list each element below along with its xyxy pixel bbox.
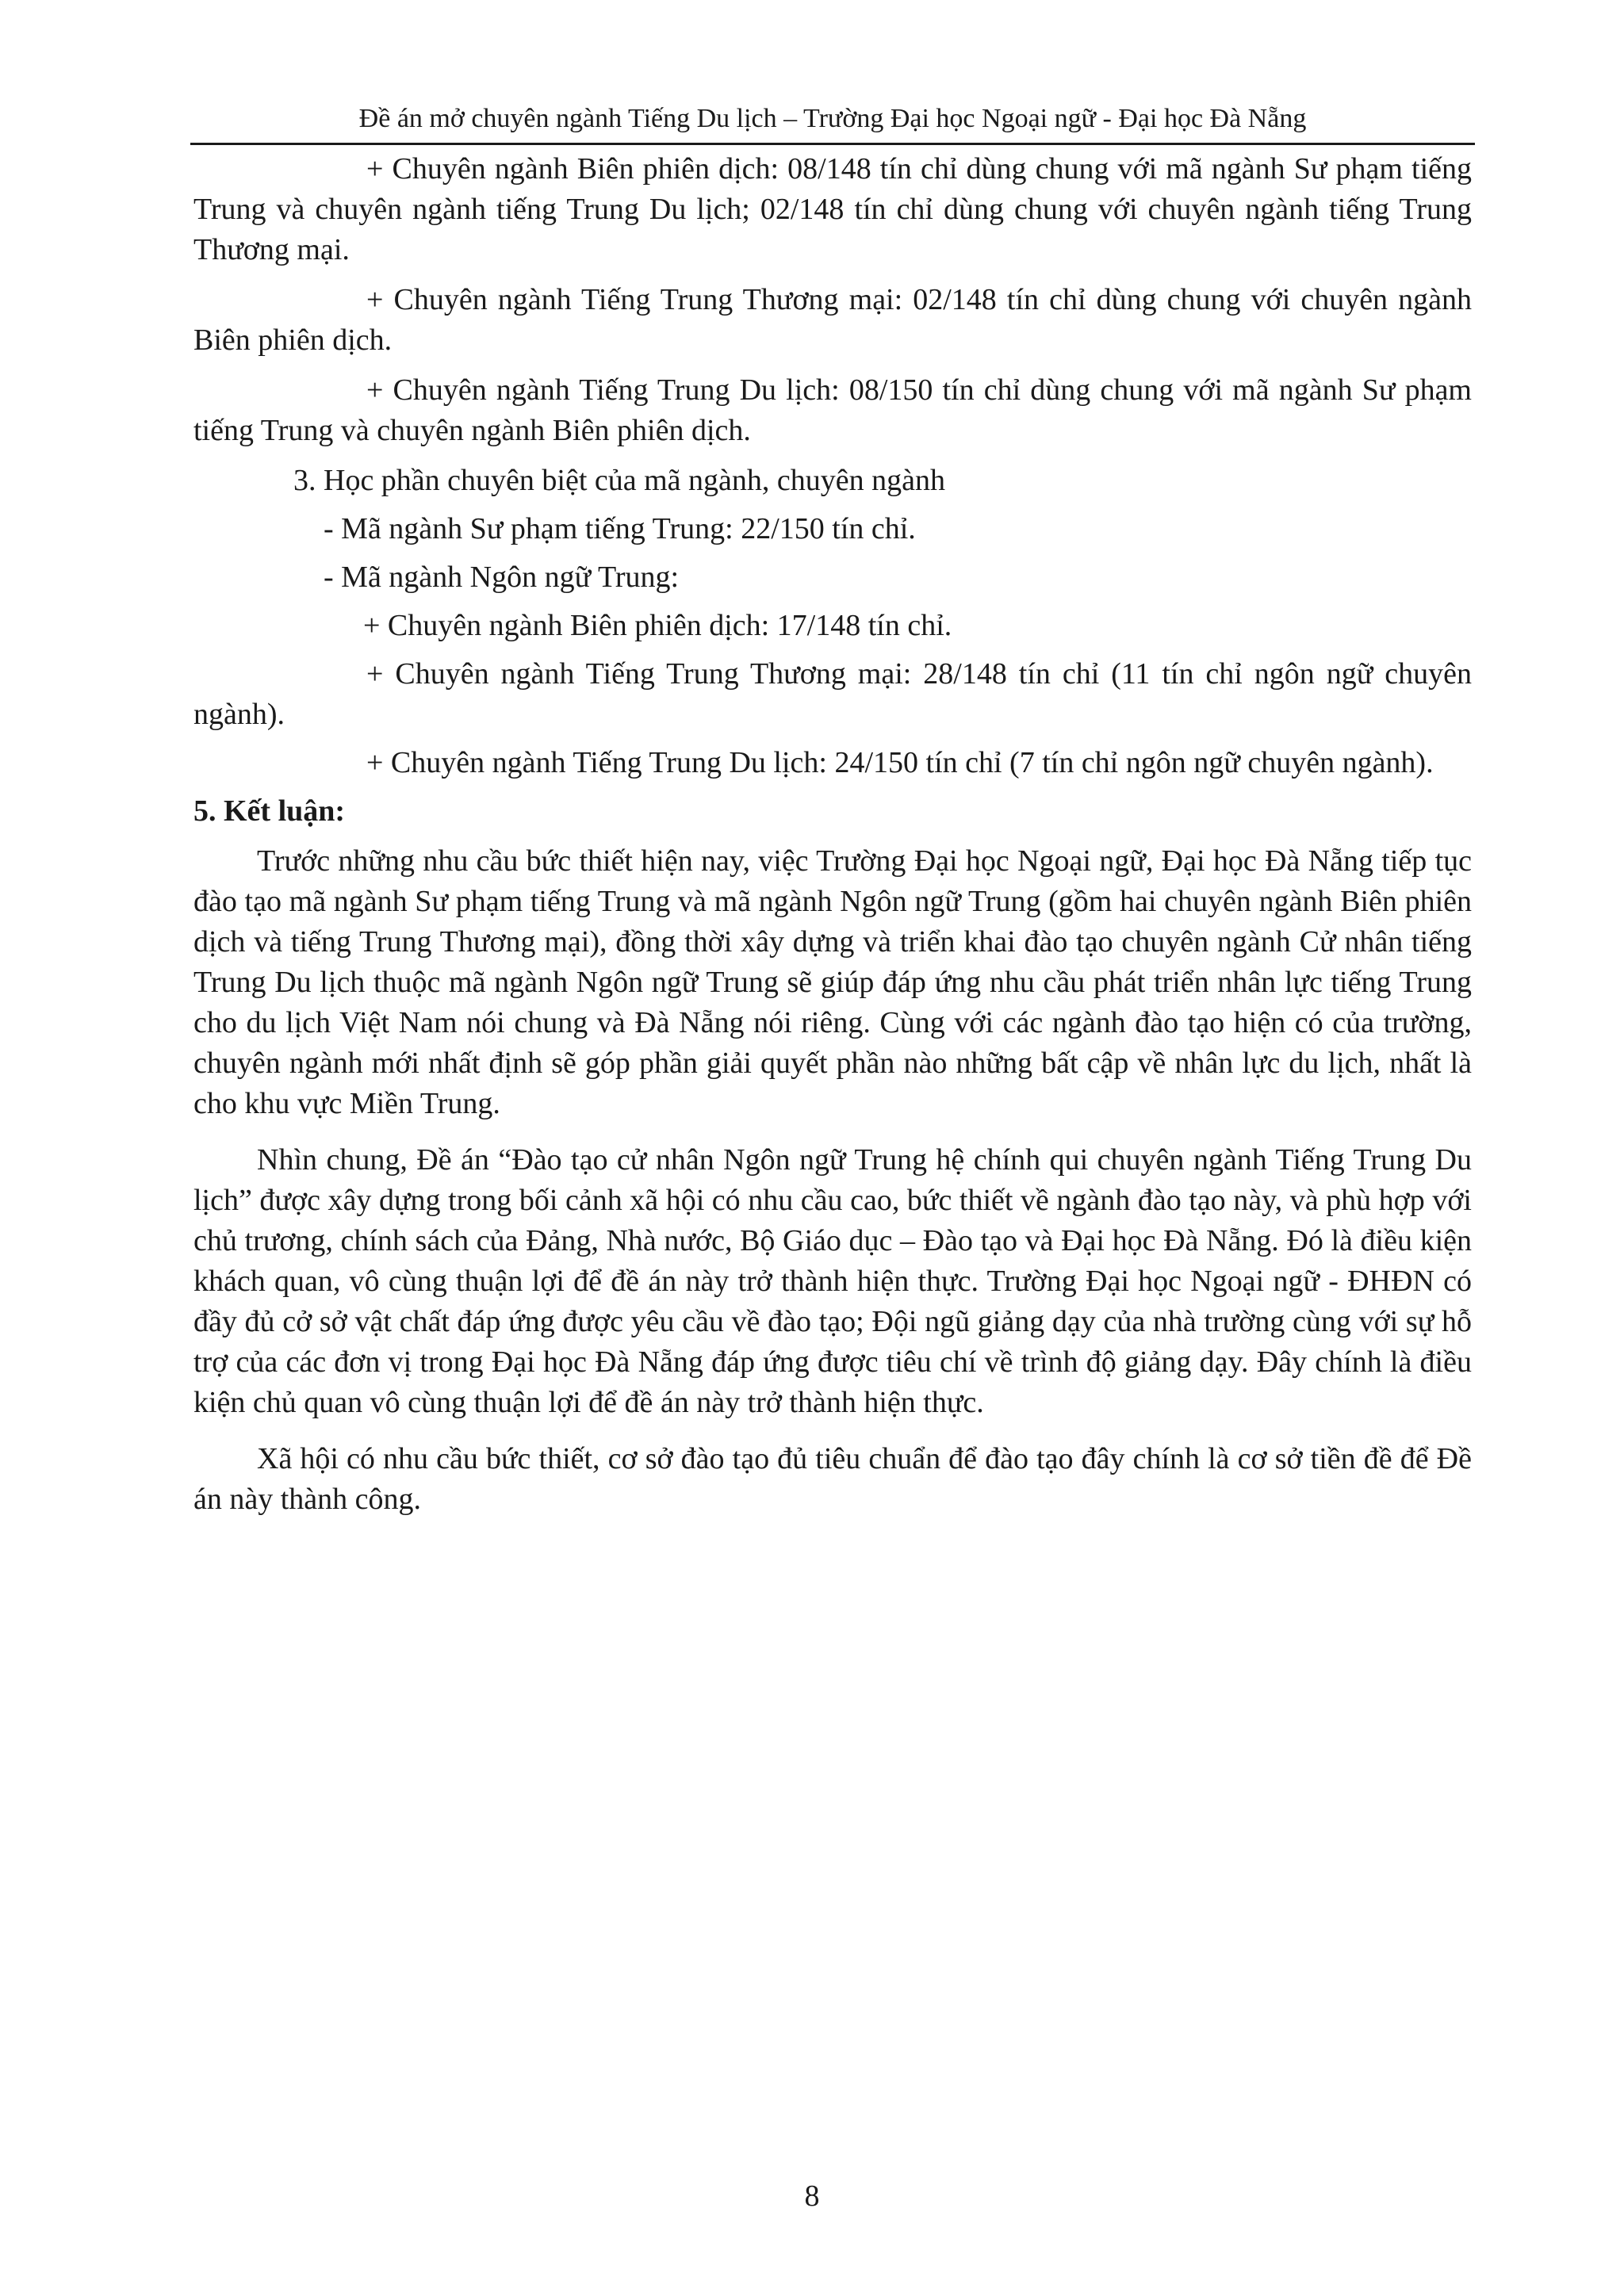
section-3-dash-item: - Mã ngành Sư phạm tiếng Trung: 22/150 tín chỉ. — [324, 512, 916, 545]
section-3-title: 3. Học phần chuyên biệt của mã ngành, chuyên ngành — [293, 464, 946, 497]
conclusion-heading: 5. Kết luận: — [193, 794, 346, 828]
section-3-dash-item: - Mã ngành Ngôn ngữ Trung: — [324, 561, 680, 594]
page-body — [193, 149, 1472, 1536]
running-header: Đề án mở chuyên ngành Tiếng Du lịch – Trường Đại học Ngoại ngữ - Đại học Đà Nẵng — [358, 104, 1307, 133]
section-3-plus-item: + Chuyên ngành Biên phiên dịch: 17/148 tín chỉ. — [363, 609, 952, 642]
section-3-plus-item: + Chuyên ngành Tiếng Trung Du lịch: 24/150 tín chỉ (7 tín chỉ ngôn ngữ chuyên ngành). — [366, 746, 1434, 779]
conclusion-paragraph: Xã hội có nhu cầu bức thiết, cơ sở đào tạo đủ tiêu chuẩn để đào tạo đây chính là cơ sở tiền đề để Đề án này thành công. — [193, 1442, 1472, 1516]
page-number: 8 — [804, 2179, 820, 2213]
shared-credit-item: + Chuyên ngành Tiếng Trung Du lịch: 08/150 tín chỉ dùng chung với mã ngành Sư phạm tiếng Trung và chuyên ngành Biên phiên dịch. — [193, 373, 1472, 447]
header-divider — [190, 143, 1475, 145]
shared-credit-item: + Chuyên ngành Tiếng Trung Thương mại: 02/148 tín chỉ dùng chung với chuyên ngành Biên phiên dịch. — [193, 283, 1472, 357]
conclusion-paragraph: Nhìn chung, Đề án “Đào tạo cử nhân Ngôn ngữ Trung hệ chính qui chuyên ngành Tiếng Trung Du lịch” được xây dựng trong bối cảnh xã hội có nhu cầu cao, bức thiết về ngành đào tạo này, và phù hợp với chủ trương, chính sách của Đảng, Nhà nước, Bộ Giáo dục – Đào tạo và Đại học Đà Nẵng. Đó là điều kiện khách quan, vô cùng thuận lợi để đề án này trở thành hiện thực. Trường Đại học Ngoại ngữ - ĐHĐN có đầy đủ cở sở vật chất đáp ứng được yêu cầu về đào tạo; Đội ngũ giảng dạy của nhà trường cùng với sự hỗ trợ của các đơn vị trong Đại học Đà Nẵng đáp ứng được tiêu chí về trình độ giảng dạy. Đây chính là điều kiện chủ quan vô cùng thuận lợi để đề án này trở thành hiện thực. — [193, 1143, 1472, 1419]
conclusion-paragraph: Trước những nhu cầu bức thiết hiện nay, việc Trường Đại học Ngoại ngữ, Đại học Đà Nẵng tiếp tục đào tạo mã ngành Sư phạm tiếng Trung và mã ngành Ngôn ngữ Trung (gồm hai chuyên ngành Biên phiên dịch và tiếng Trung Thương mại), đồng thời xây dựng và triển khai đào tạo chuyên ngành Cử nhân tiếng Trung Du lịch thuộc mã ngành Ngôn ngữ Trung sẽ giúp đáp ứng nhu cầu phát triển nhân lực tiếng Trung cho du lịch Việt Nam nói chung và Đà Nẵng nói riêng. Cùng với các ngành đào tạo hiện có của trường, chuyên ngành mới nhất định sẽ góp phần giải quyết phần nào những bất cập về nhân lực du lịch, nhất là cho khu vực Miền Trung. — [193, 844, 1472, 1120]
shared-credit-item: + Chuyên ngành Biên phiên dịch: 08/148 tín chỉ dùng chung với mã ngành Sư phạm tiếng Trung và chuyên ngành tiếng Trung Du lịch; 02/148 tín chỉ dùng chung với chuyên ngành tiếng Trung Thương mại. — [193, 152, 1472, 266]
section-3-plus-item: + Chuyên ngành Tiếng Trung Thương mại: 28/148 tín chỉ (11 tín chỉ ngôn ngữ chuyên ngành). — [193, 657, 1472, 731]
